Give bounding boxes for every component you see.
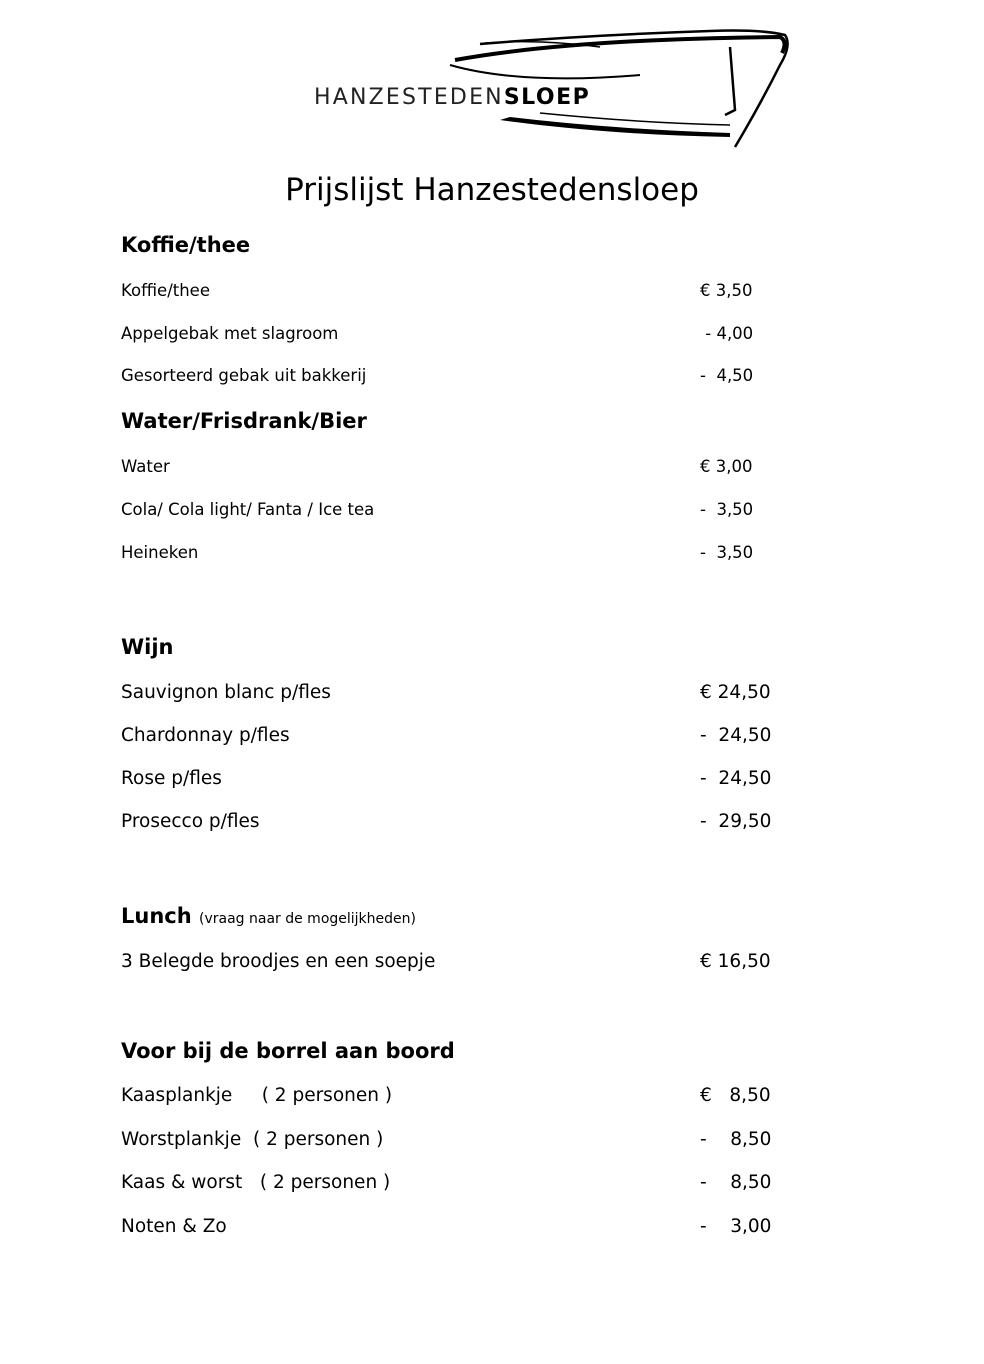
lunch-note: (vraag naar de mogelijkheden) bbox=[199, 911, 416, 927]
section-heading-borrel: Voor bij de borrel aan boord bbox=[121, 1039, 455, 1063]
price-row bbox=[121, 1172, 781, 1194]
price-row bbox=[121, 1085, 781, 1107]
item-name: Worstplankje ( 2 personen ) bbox=[121, 1129, 384, 1150]
item-name: 3 Belegde broodjes en een soepje bbox=[121, 951, 436, 972]
item-price: - 3,50 bbox=[700, 543, 754, 562]
section-heading-lunch bbox=[121, 903, 416, 932]
price-row bbox=[121, 1129, 781, 1151]
item-name: Rose p/fles bbox=[121, 768, 222, 789]
price-row bbox=[121, 542, 781, 564]
item-price: - 4,50 bbox=[700, 366, 754, 385]
logo-text-light: HANZESTEDEN bbox=[314, 85, 504, 110]
price-row bbox=[121, 811, 781, 833]
logo bbox=[310, 25, 795, 150]
price-row bbox=[121, 682, 781, 704]
item-name: Koffie/thee bbox=[121, 281, 210, 300]
section-heading-wijn: Wijn bbox=[121, 635, 174, 659]
item-price: - 3,50 bbox=[700, 500, 754, 519]
item-price: - 24,50 bbox=[700, 725, 772, 746]
item-name: Cola/ Cola light/ Fanta / Ice tea bbox=[121, 500, 375, 519]
item-name: Gesorteerd gebak uit bakkerij bbox=[121, 366, 367, 385]
price-row bbox=[121, 725, 781, 747]
item-name: Heineken bbox=[121, 543, 199, 562]
price-row bbox=[121, 456, 781, 478]
item-price: € 24,50 bbox=[700, 682, 771, 703]
price-row bbox=[121, 280, 781, 302]
lunch-heading-text: Lunch bbox=[121, 904, 192, 928]
item-name: Chardonnay p/fles bbox=[121, 725, 290, 746]
item-name: Water bbox=[121, 457, 170, 476]
item-price: - 4,00 bbox=[700, 324, 754, 343]
item-price: - 29,50 bbox=[700, 811, 772, 832]
item-name: Kaasplankje ( 2 personen ) bbox=[121, 1085, 393, 1106]
price-row bbox=[121, 499, 781, 521]
price-row bbox=[121, 1216, 781, 1238]
item-name: Prosecco p/fles bbox=[121, 811, 260, 832]
price-row bbox=[121, 951, 781, 973]
item-price: € 8,50 bbox=[700, 1085, 771, 1106]
price-row bbox=[121, 768, 781, 790]
page-title: Prijslijst Hanzestedensloep bbox=[285, 172, 699, 208]
item-name: Kaas & worst ( 2 personen ) bbox=[121, 1172, 391, 1193]
item-name: Noten & Zo bbox=[121, 1216, 227, 1237]
item-price: € 3,50 bbox=[700, 281, 753, 300]
item-price: € 3,00 bbox=[700, 457, 753, 476]
item-price: - 8,50 bbox=[700, 1172, 772, 1193]
section-heading-koffie: Koffie/thee bbox=[121, 233, 251, 257]
item-price: - 3,00 bbox=[700, 1216, 772, 1237]
item-name: Appelgebak met slagroom bbox=[121, 324, 339, 343]
item-price: € 16,50 bbox=[700, 951, 771, 972]
logo-text-bold: SLOEP bbox=[503, 85, 591, 110]
price-row bbox=[121, 365, 781, 387]
logo-text bbox=[314, 87, 590, 109]
item-price: - 8,50 bbox=[700, 1129, 772, 1150]
item-name: Sauvignon blanc p/fles bbox=[121, 682, 331, 703]
section-heading-drank: Water/Frisdrank/Bier bbox=[121, 409, 367, 433]
price-row bbox=[121, 323, 781, 345]
item-price: - 24,50 bbox=[700, 768, 772, 789]
